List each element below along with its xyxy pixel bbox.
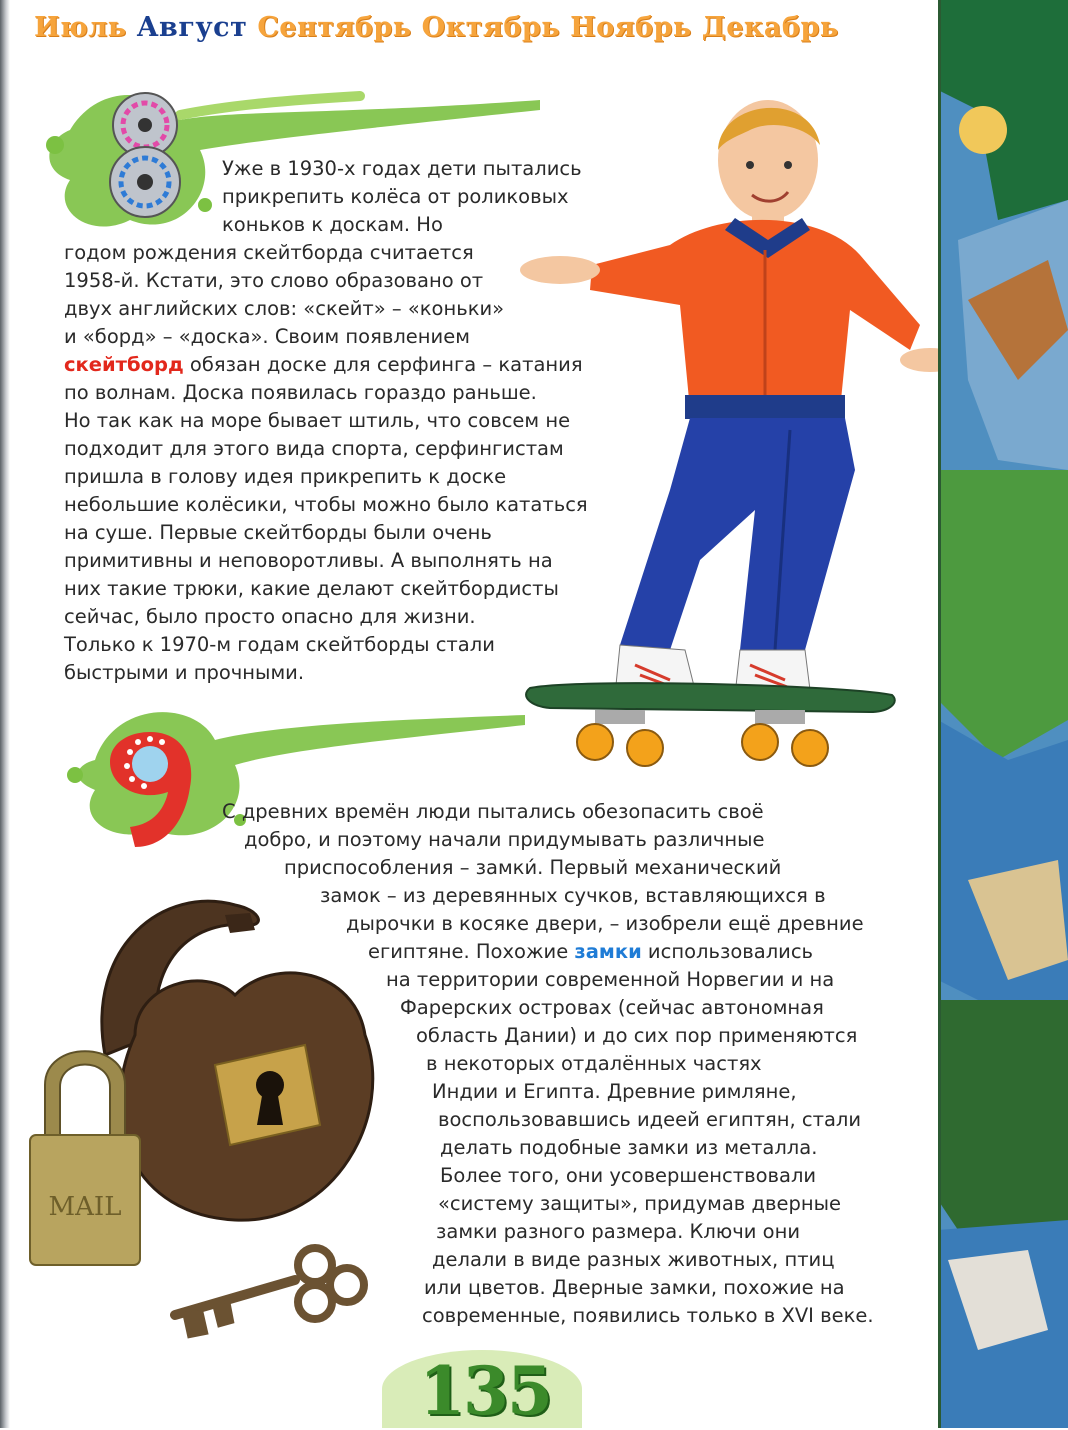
section-1-text-line: на суше. Первые скейтборды были очень <box>64 521 492 544</box>
text-fragment: использовались <box>641 940 814 963</box>
section-1-text-line: них такие трюки, какие делают скейтбордисты <box>64 577 559 600</box>
key-photo <box>165 1240 370 1350</box>
section-2-text-line: Фарерских островах (сейчас автономная <box>400 996 824 1019</box>
section-1-text-line: Но так как на море бывает штиль, что совсем не <box>64 409 571 432</box>
section-2-text-line: современные, появились только в XVI веке. <box>422 1304 874 1327</box>
section-2-text-line: замок – из деревянных сучков, вставляющихся в <box>320 884 826 907</box>
section-1-text-line: Уже в 1930-х годах дети пытались <box>222 157 582 180</box>
section-2-text-line: на территории современной Норвегии и на <box>386 968 835 991</box>
month-2: Сентябрь <box>257 12 412 43</box>
puzzle-map-strip <box>938 0 1068 1428</box>
section-1-text-line: прикрепить колёса от роликовых <box>222 185 569 208</box>
boy-skateboard-illustration <box>520 90 940 780</box>
section-1-text-line: пришла в голову идея прикрепить к доске <box>64 465 507 488</box>
section-1-text-line: подходит для этого вида спорта, серфингистам <box>64 437 564 460</box>
section-1-text-line: сейчас, было просто опасно для жизни. <box>64 605 476 628</box>
section-2-text-line <box>368 938 912 966</box>
section-1-text-line: двух английских слов: «скейт» – «коньки» <box>64 297 505 320</box>
section-1-text-line: коньков к доскам. Но <box>222 213 443 236</box>
phone-digit-9-icon <box>100 722 200 852</box>
month-5: Декабрь <box>701 12 839 43</box>
month-0: Июль <box>34 12 127 43</box>
section-2-text-line: в некоторых отдалённых частях <box>426 1052 762 1075</box>
section-1-text-line: Только к 1970-м годам скейтборды стали <box>64 633 495 656</box>
month-1: Август <box>136 12 248 43</box>
highlighted-term: скейтборд <box>64 353 184 376</box>
section-1-text-line: быстрыми и прочными. <box>64 661 305 684</box>
section-2-text-line: замки разного размера. Ключи они <box>436 1220 801 1243</box>
section-2-text-line: С древних времён люди пытались обезопасить своё <box>222 800 764 823</box>
padlock-engraving: MAIL <box>48 1192 122 1222</box>
month-3: Октябрь <box>421 12 561 43</box>
section-1-text-line: по волнам. Доска появилась гораздо раньше. <box>64 381 537 404</box>
section-2-text-line: приспособления – замки́. Первый механический <box>284 856 782 879</box>
section-2-text-line: Более того, они усовершенствовали <box>440 1164 817 1187</box>
section-1-text-line: годом рождения скейтборда считается <box>64 241 474 264</box>
months-header <box>34 12 839 52</box>
section-2-text-line: Индии и Египта. Древние римляне, <box>432 1080 797 1103</box>
section-2-text-line: или цветов. Дверные замки, похожие на <box>424 1276 845 1299</box>
section-1-text-line: и «борд» – «доска». Своим появлением <box>64 325 470 348</box>
month-4: Ноябрь <box>570 12 692 43</box>
section-2-text-line: делали в виде разных животных, птиц <box>432 1248 835 1271</box>
section-1-text-line: примитивны и неповоротливы. А выполнять на <box>64 549 553 572</box>
text-fragment: египтяне. Похожие <box>368 940 575 963</box>
section-1-text-line: 1958-й. Кстати, это слово образовано от <box>64 269 484 292</box>
section-2-text-line: дырочки в косяке двери, – изобрели ещё древние <box>346 912 864 935</box>
highlighted-term: замки <box>574 940 642 963</box>
section-2-text-line: делать подобные замки из металла. <box>440 1136 818 1159</box>
text-fragment: обязан доске для серфинга – катания <box>183 353 583 376</box>
section-2-text-line: «систему защиты», придумав дверные <box>438 1192 841 1215</box>
section-1-text-line: небольшие колёсики, чтобы можно было кататься <box>64 493 588 516</box>
section-2-text-line: область Дании) и до сих пор применяются <box>416 1024 858 1047</box>
mail-padlock-photo <box>25 1035 145 1270</box>
page-number: 135 <box>419 1352 551 1430</box>
section-2-text-line: воспользовавшись идеей египтян, стали <box>438 1108 862 1131</box>
section-2-text-line: добро, и поэтому начали придумывать различные <box>244 828 765 851</box>
page-binding-shadow <box>0 0 10 1428</box>
